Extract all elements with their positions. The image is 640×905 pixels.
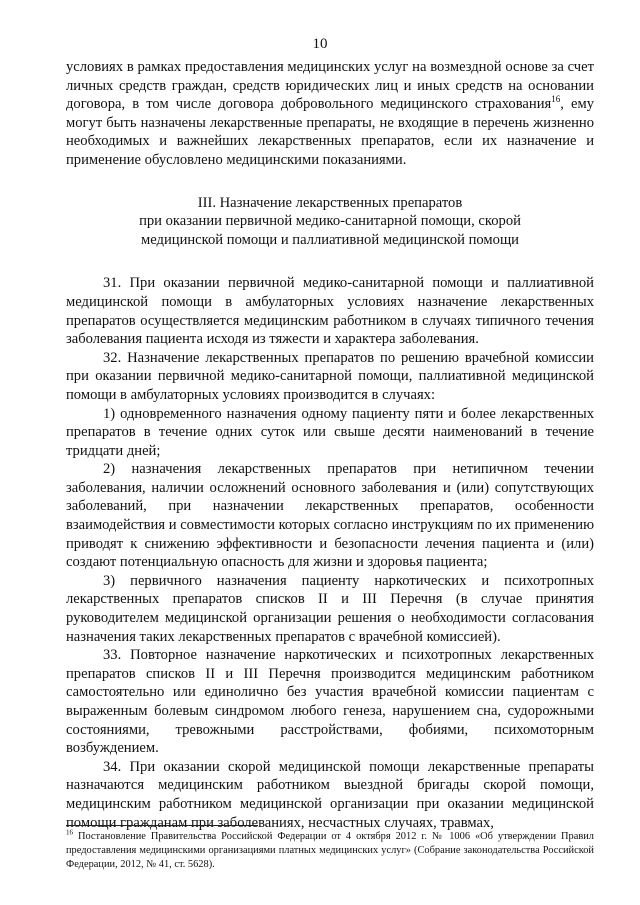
footnote-reference[interactable]: 16 [551,94,561,105]
list-item-2: 2) назначения лекарственных препаратов при нетипичном течении заболевания, наличии осложнений основного заболевания и (или) сопутствующих заболеваний, при назначении лекарственных препаратов, особенности взаимодействия и совместимости которых согласно инструкциям по их применению приводят к снижению эффективности и безопасности лечения пациента и (или) создают потенциальную опасность для жизни и здоровья пациента; [66,461,594,571]
section-heading [66,194,594,250]
footnote-text: Постановление Правительства Российской Федерации от 4 октября 2012 г. № 1006 «Об утверждении Правил предоставления медицинскими организациями платных медицинских услуг» (Собрание законодательства Российской Федерации, 2012, № 41, ст. 5628). [66,831,594,870]
list-item-3: 3) первичного назначения пациенту наркотических и психотропных лекарственных препаратов списков II и III Перечня (в случае принятия руководителем медицинской организации решения о необходимости согласования назначения таких лекарственных препаратов с врачебной комиссией). [66,572,594,645]
section-heading-line3: медицинской помощи и паллиативной медицинской помощи [141,231,519,248]
footnote-number: 16 [66,828,73,837]
page-number: 10 [312,36,328,52]
paragraph-34: 34. При оказании скорой медицинской помощи лекарственные препараты назначаются медицинским работником выездной бригады скорой помощи, медицинским работником медицинской организации при оказании медицинской помощи гражданам при заболеваниях, несчастных случаях, травмах, [66,758,594,831]
footnote [66,830,594,872]
section-heading-line2: при оказании первичной медико-санитарной помощи, скорой [139,213,521,230]
paragraph-32: 32. Назначение лекарственных препаратов по решению врачебной комиссии при оказании первичной медико-санитарной помощи, паллиативной медицинской помощи в амбулаторных условиях производится в случаях: [66,349,594,403]
footnote-divider [66,825,258,826]
list-item-1: 1) одновременного назначения одному пациенту пяти и более лекарственных препаратов в течение одних суток или свыше десяти наименований в течение тридцати дней; [66,405,594,459]
intro-paragraph [66,58,594,170]
intro-text-part1: условиях в рамках предоставления медицинских услуг на возмездной основе за счет личных средств граждан, средств юридических лиц и иных средств на основании договора, в том числе договора добровольного медицинского страхования [66,59,594,113]
section-heading-line1: III. Назначение лекарственных препаратов [197,194,463,211]
document-body [66,58,594,832]
intro-text-part2: , ему могут быть назначены лекарственные препараты, не входящие в перечень жизненно необходимых и важнейших лекарственных препаратов, если их назначение и применение обусловлено медицинскими показаниями. [66,96,595,168]
paragraph-33: 33. Повторное назначение наркотических и психотропных лекарственных препаратов списков II и III Перечня производится медицинским работником самостоятельно или единолично без участия врачебной комиссии пациентам с выраженным болевым синдромом любого генеза, нарушением сна, судорожными состояниями, тревожными расстройствами, фобиями, психомоторным возбуждением. [66,647,594,757]
paragraph-31: 31. При оказании первичной медико-санитарной помощи и паллиативной медицинской помощи в амбулаторных условиях назначение лекарственных препаратов осуществляется медицинским работником в случаях типичного течения заболевания пациента исходя из тяжести и характера заболевания. [66,275,594,348]
